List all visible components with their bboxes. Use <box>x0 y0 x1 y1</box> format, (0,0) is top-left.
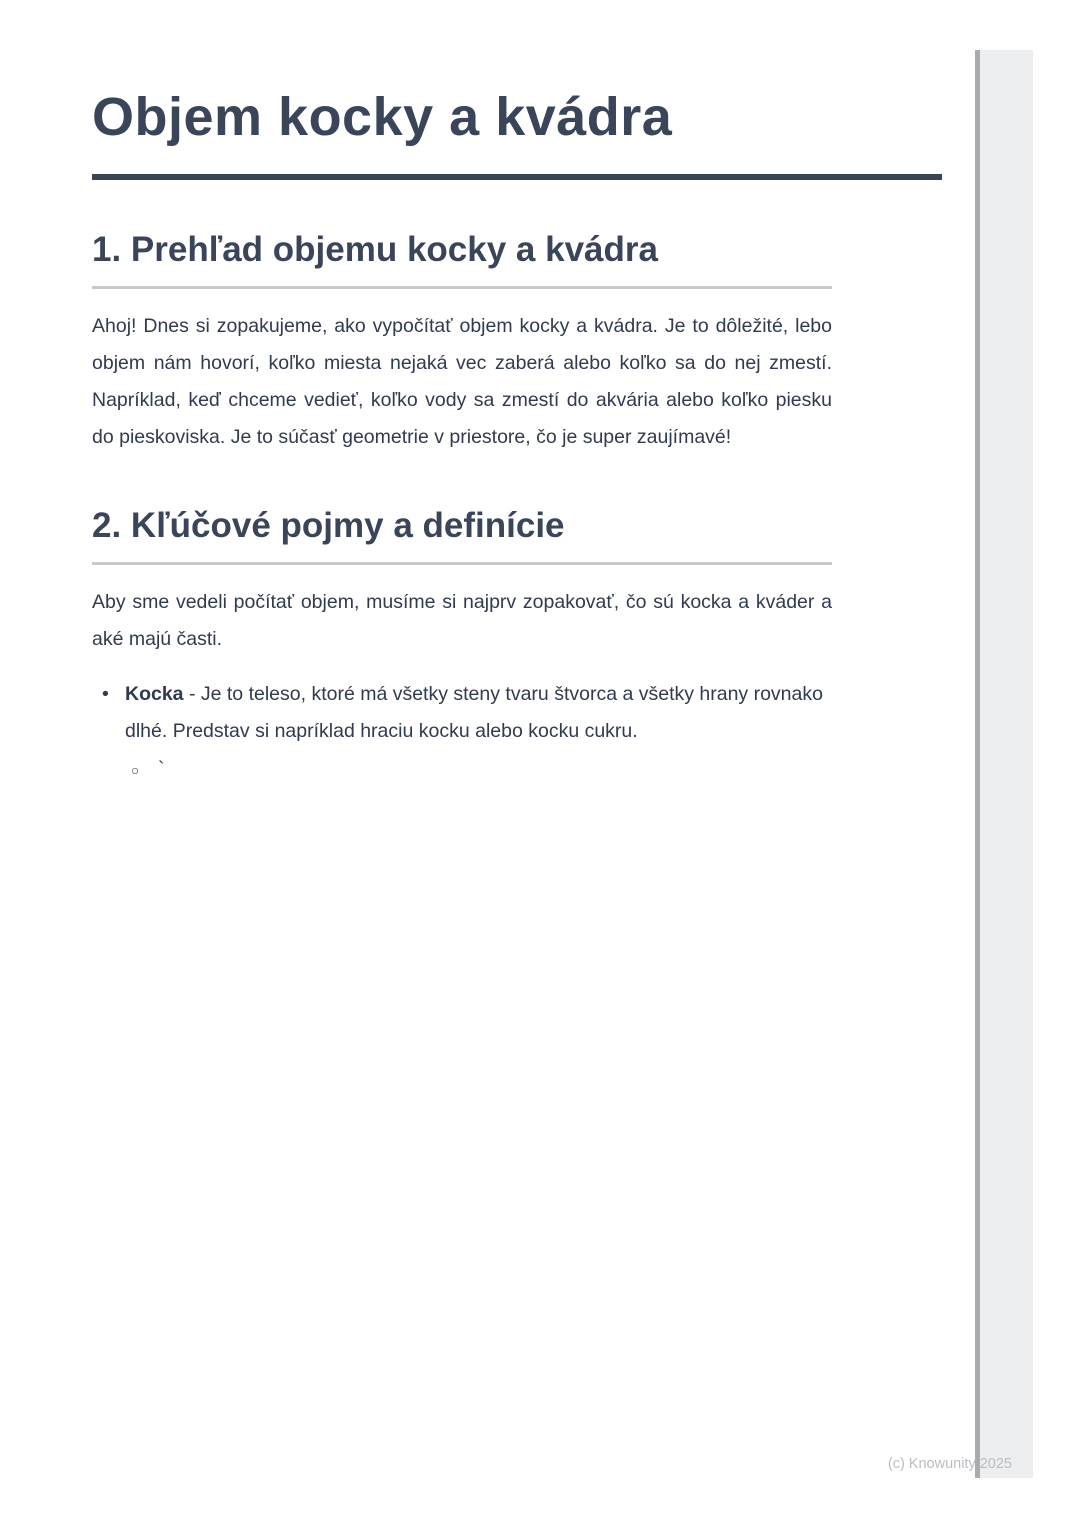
sub-list-item-text: ` <box>158 758 165 780</box>
list-item-term: Kocka <box>125 683 184 705</box>
list-item-separator: - <box>188 683 196 705</box>
section-divider <box>92 562 832 565</box>
section-divider <box>92 286 832 289</box>
paragraph: Aby sme vedeli počítať objem, musíme si najprv zopakovať, čo sú kocka a kváder a aké majú časti. <box>92 591 832 650</box>
title-divider <box>92 174 942 180</box>
paragraph: Ahoj! Dnes si zopakujeme, ako vypočítať objem kocky a kvádra. Je to dôležité, lebo objem nám hovorí, koľko miesta nejaká vec zaberá alebo koľko sa do nej zmestí. Napríklad, keď chceme vedieť, koľko vody sa zmestí do akvária alebo koľko piesku do pieskoviska. Je to súčasť geometrie v priestore, čo je super zaujímavé! <box>92 315 832 448</box>
page-title: Objem kocky a kvádra <box>92 87 673 147</box>
bullet-list <box>92 676 832 786</box>
section-key-terms <box>92 504 832 786</box>
section-heading: 1. Prehľad objemu kocky a kvádra <box>92 230 658 269</box>
scrollbar-track[interactable] <box>975 50 1033 1478</box>
sub-bullet-list <box>125 754 832 786</box>
circle-bullet-icon: ○ <box>131 763 140 778</box>
document-content <box>92 0 832 786</box>
section-overview <box>92 228 832 456</box>
sub-list-item <box>131 754 832 786</box>
list-item-description: Je to teleso, ktoré má všetky steny tvaru štvorca a všetky hrany rovnako dlhé. Predstav si napríklad hraciu kocku alebo kocku cukru. <box>125 683 823 742</box>
list-item <box>102 676 832 786</box>
bullet-icon: • <box>102 683 109 705</box>
list-item-body <box>125 676 832 786</box>
copyright-notice: (c) Knowunity 2025 <box>887 1456 1012 1472</box>
section-heading: 2. Kľúčové pojmy a definície <box>92 506 565 545</box>
